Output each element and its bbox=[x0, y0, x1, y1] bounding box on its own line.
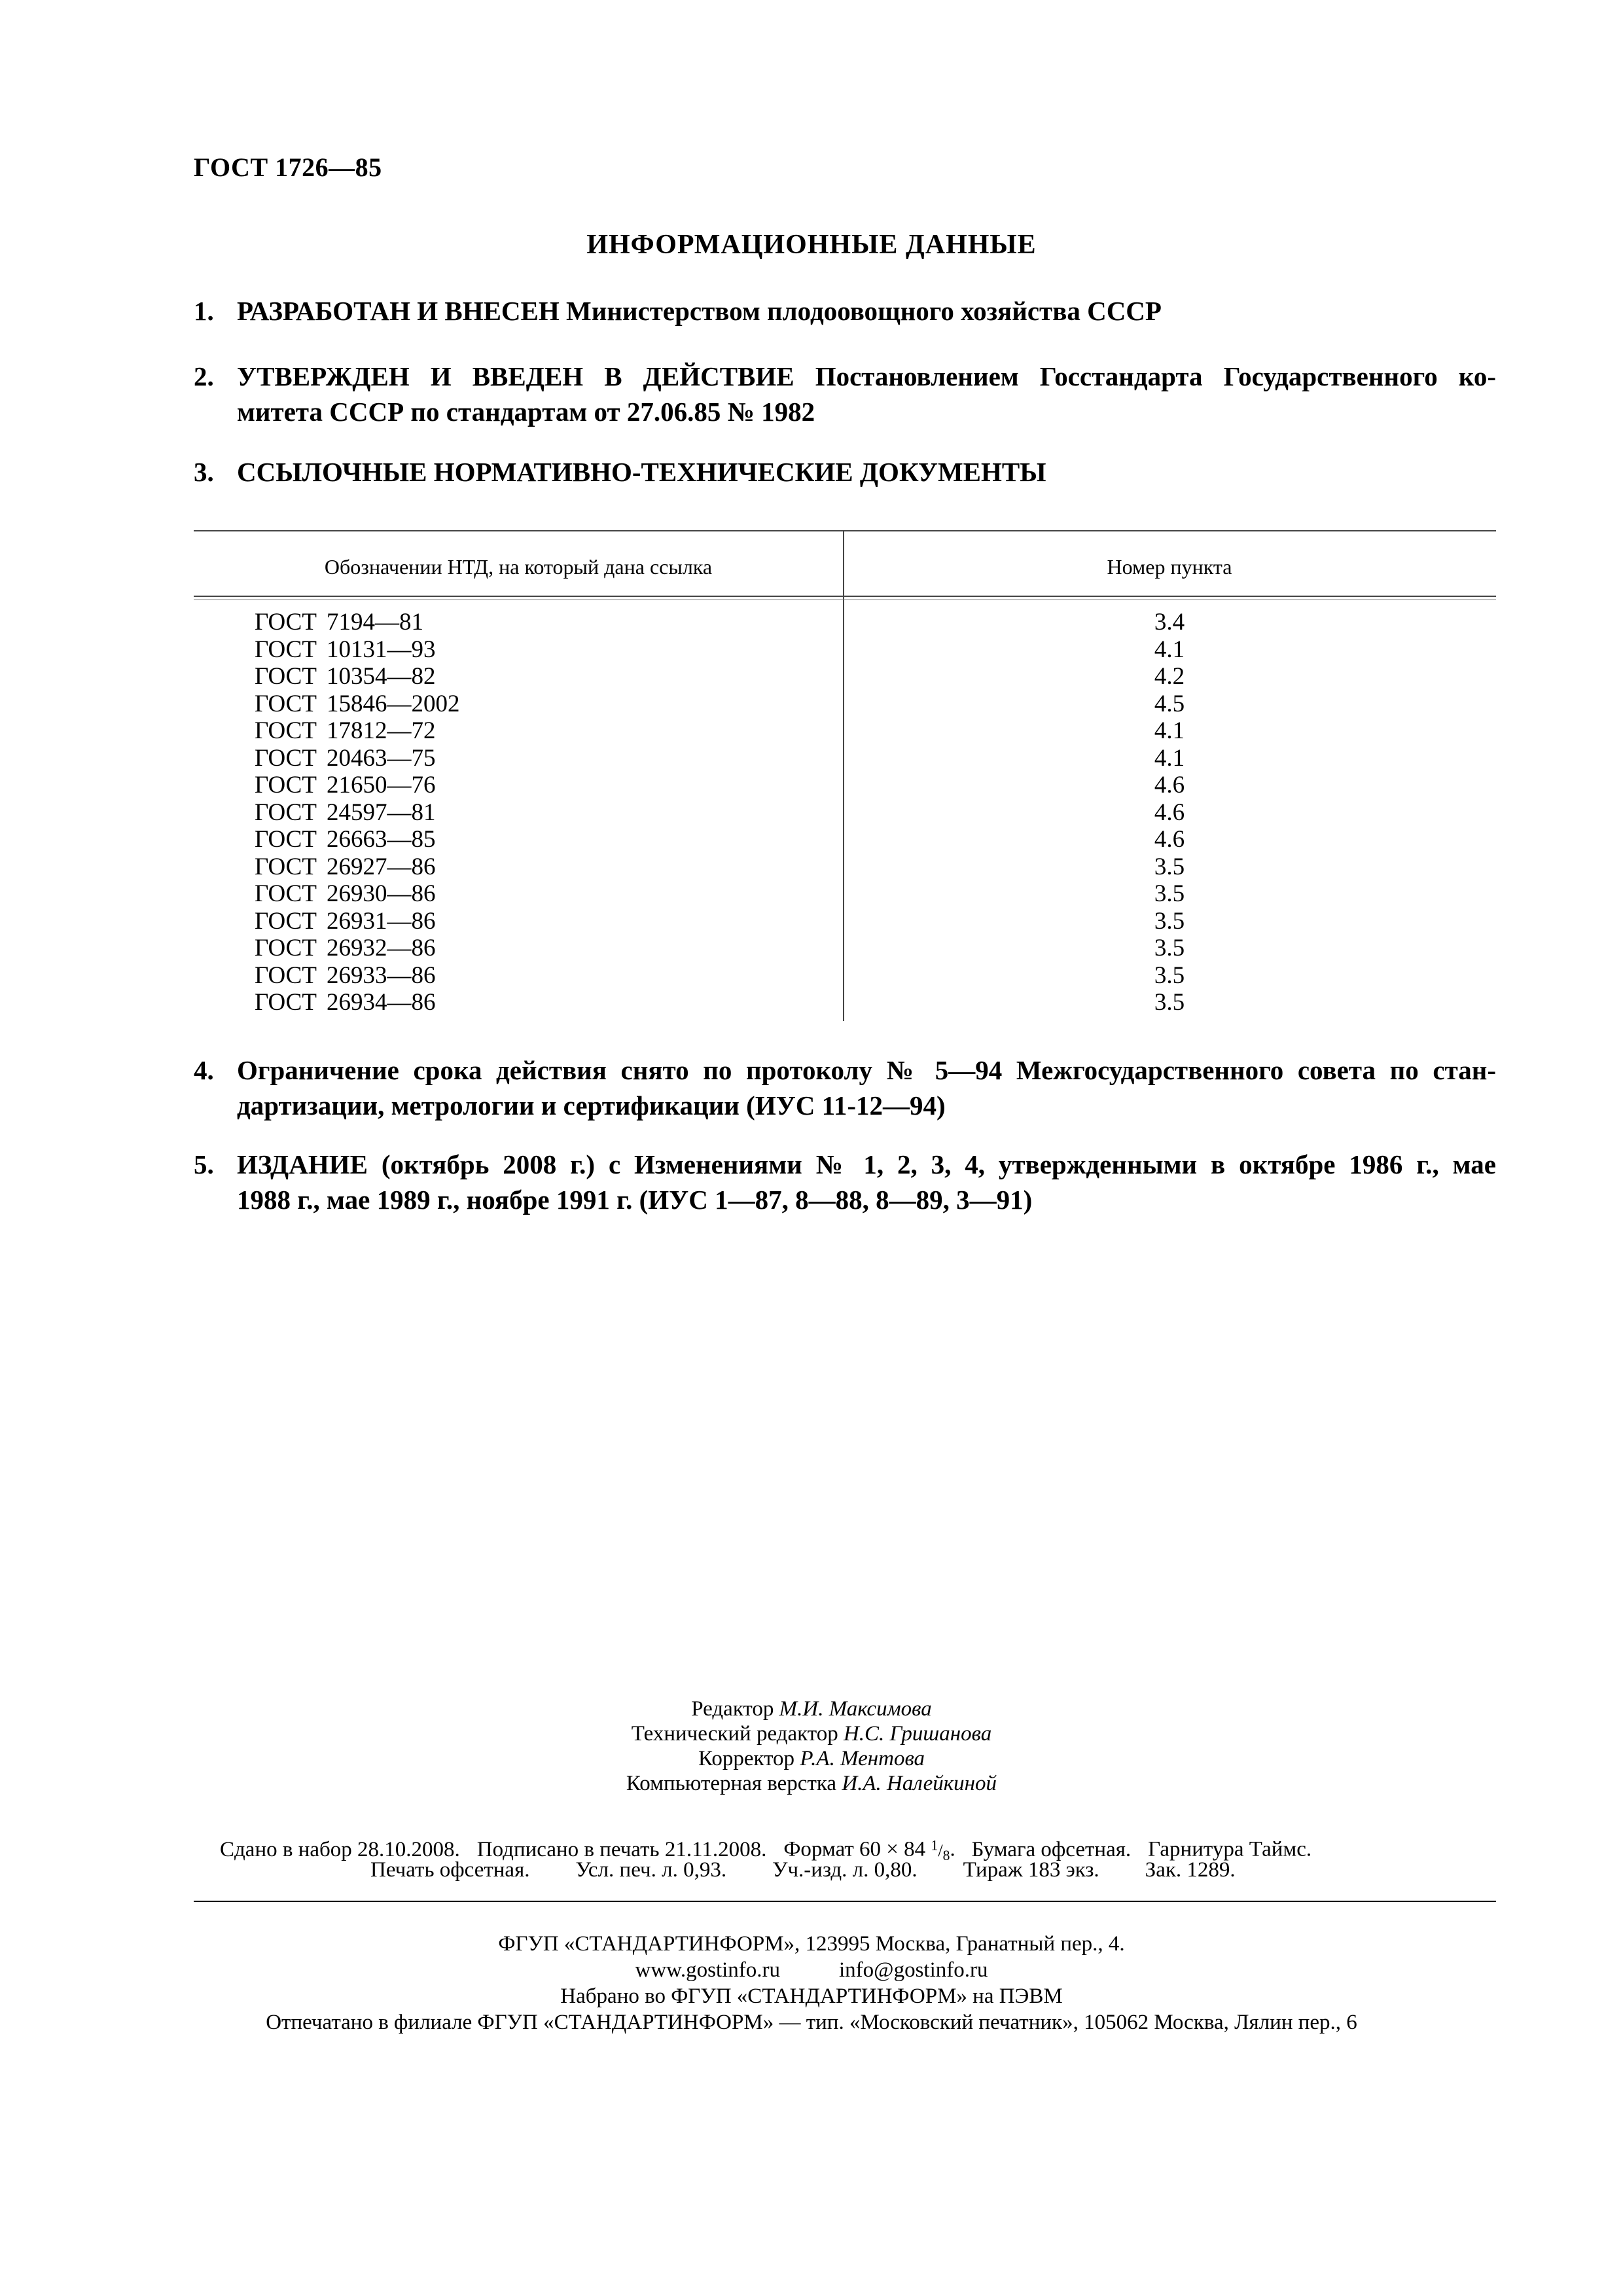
document-code: ГОСТ 1726—85 bbox=[194, 152, 382, 182]
table-header-rule bbox=[194, 596, 1496, 597]
format-fraction: $^1/_8$ bbox=[931, 1837, 950, 1863]
table-row: ГОСТ 21650—76 4.6 bbox=[255, 772, 1185, 798]
table-top-rule bbox=[194, 530, 1496, 531]
table-row: ГОСТ 10131—93 4.1 bbox=[255, 636, 1185, 663]
table-row: ГОСТ 26927—86 3.5 bbox=[255, 853, 1185, 880]
credit-line: Редактор М.И. Максимова bbox=[691, 1697, 932, 1721]
print-info-line-1: Сдано в набор 28.10.2008. Подписано в печать 21.11.2008. Формат 60 × 84 $^1/_8$. Бумага офсетная. Гарнитура Таймс. bbox=[220, 1837, 1312, 1863]
table-row: ГОСТ 26932—86 3.5 bbox=[255, 935, 1185, 961]
table-row: ГОСТ 26933—86 3.5 bbox=[255, 961, 1185, 989]
printed-note: Отпечатано в филиале ФГУП «СТАНДАРТИНФОРМ» — тип. «Московский печатник», 105062 Москва, Лялин пер., 6 bbox=[266, 2011, 1357, 2034]
publisher-contacts bbox=[0, 1957, 1623, 1983]
reference-documents-table bbox=[194, 530, 1496, 1021]
table-row: ГОСТ 26930—86 3.5 bbox=[255, 880, 1185, 907]
print-info-line-2: Печать офсетная. Усл. печ. л. 0,93. Уч.-изд. л. 0,80. Тираж 183 экз. Зак. 1289. bbox=[370, 1858, 1236, 1882]
column-header-document: Обозначении НТД, на который дана ссылка bbox=[324, 555, 713, 579]
table-row: ГОСТ 15846—2002 4.5 bbox=[255, 690, 1185, 717]
item-text: УТВЕРЖДЕН И ВВЕДЕН В ДЕЙСТВИЕ Постановлением Госстандарта Государственного ко- митета СССР по стандартам от 27.06.85 № 1982 bbox=[237, 361, 1496, 427]
column-header-point: Номер пункта bbox=[1107, 555, 1232, 579]
table-body bbox=[194, 609, 1496, 1016]
item-number: 1. bbox=[194, 296, 214, 326]
email-link[interactable]: info@gostinfo.ru bbox=[839, 1958, 988, 1982]
item-number: 5. bbox=[194, 1149, 214, 1179]
typeset-note: Набрано во ФГУП «СТАНДАРТИНФОРМ» на ПЭВМ bbox=[560, 1984, 1063, 2008]
item-text: РАЗРАБОТАН И ВНЕСЕН Министерством плодоовощного хозяйства СССР bbox=[237, 296, 1162, 326]
table-row: ГОСТ 7194—81 3.4 bbox=[255, 609, 1185, 636]
item-text: Ограничение срока действия снято по протоколу № 5—94 Межгосударственного совета по стан- дартизации, метрологии и сертификации (ИУС 11-12—94) bbox=[237, 1055, 1496, 1121]
imprint-separator bbox=[194, 1901, 1496, 1902]
table-row: ГОСТ 26663—85 4.6 bbox=[255, 826, 1185, 853]
item-number: 2. bbox=[194, 361, 214, 391]
website-link[interactable]: www.gostinfo.ru bbox=[635, 1958, 781, 1982]
credit-line: Технический редактор Н.С. Гришанова bbox=[631, 1722, 992, 1746]
table-row: ГОСТ 26934—86 3.5 bbox=[255, 989, 1185, 1016]
credit-line: Корректор Р.А. Ментова bbox=[698, 1747, 925, 1770]
table-row: ГОСТ 10354—82 4.2 bbox=[255, 663, 1185, 690]
publisher-info bbox=[0, 1931, 1623, 2036]
publisher-address: ФГУП «СТАНДАРТИНФОРМ», 123995 Москва, Гранатный пер., 4. bbox=[498, 1932, 1125, 1956]
editorial-credits bbox=[0, 1696, 1623, 1796]
table-row: ГОСТ 26931—86 3.5 bbox=[255, 907, 1185, 935]
table-row: ГОСТ 24597—81 4.6 bbox=[255, 798, 1185, 826]
table-row: ГОСТ 17812—72 4.1 bbox=[255, 717, 1185, 744]
credit-line: Компьютерная верстка И.А. Налейкиной bbox=[626, 1772, 997, 1795]
item-number: 3. bbox=[194, 457, 214, 487]
item-text: ИЗДАНИЕ (октябрь 2008 г.) с Изменениями № 1, 2, 3, 4, утвержденными в октябре 1986 г., мае 1988 г., мае 1989 г., ноябре 1991 г. (ИУС 1—87, 8—88, 8—89, 3—91) bbox=[237, 1149, 1496, 1215]
section-title: ИНФОРМАЦИОННЫЕ ДАННЫЕ bbox=[586, 230, 1037, 260]
item-number: 4. bbox=[194, 1055, 214, 1085]
item-text: ССЫЛОЧНЫЕ НОРМАТИВНО-ТЕХНИЧЕСКИЕ ДОКУМЕНТЫ bbox=[237, 457, 1046, 487]
table-row: ГОСТ 20463—75 4.1 bbox=[255, 744, 1185, 772]
